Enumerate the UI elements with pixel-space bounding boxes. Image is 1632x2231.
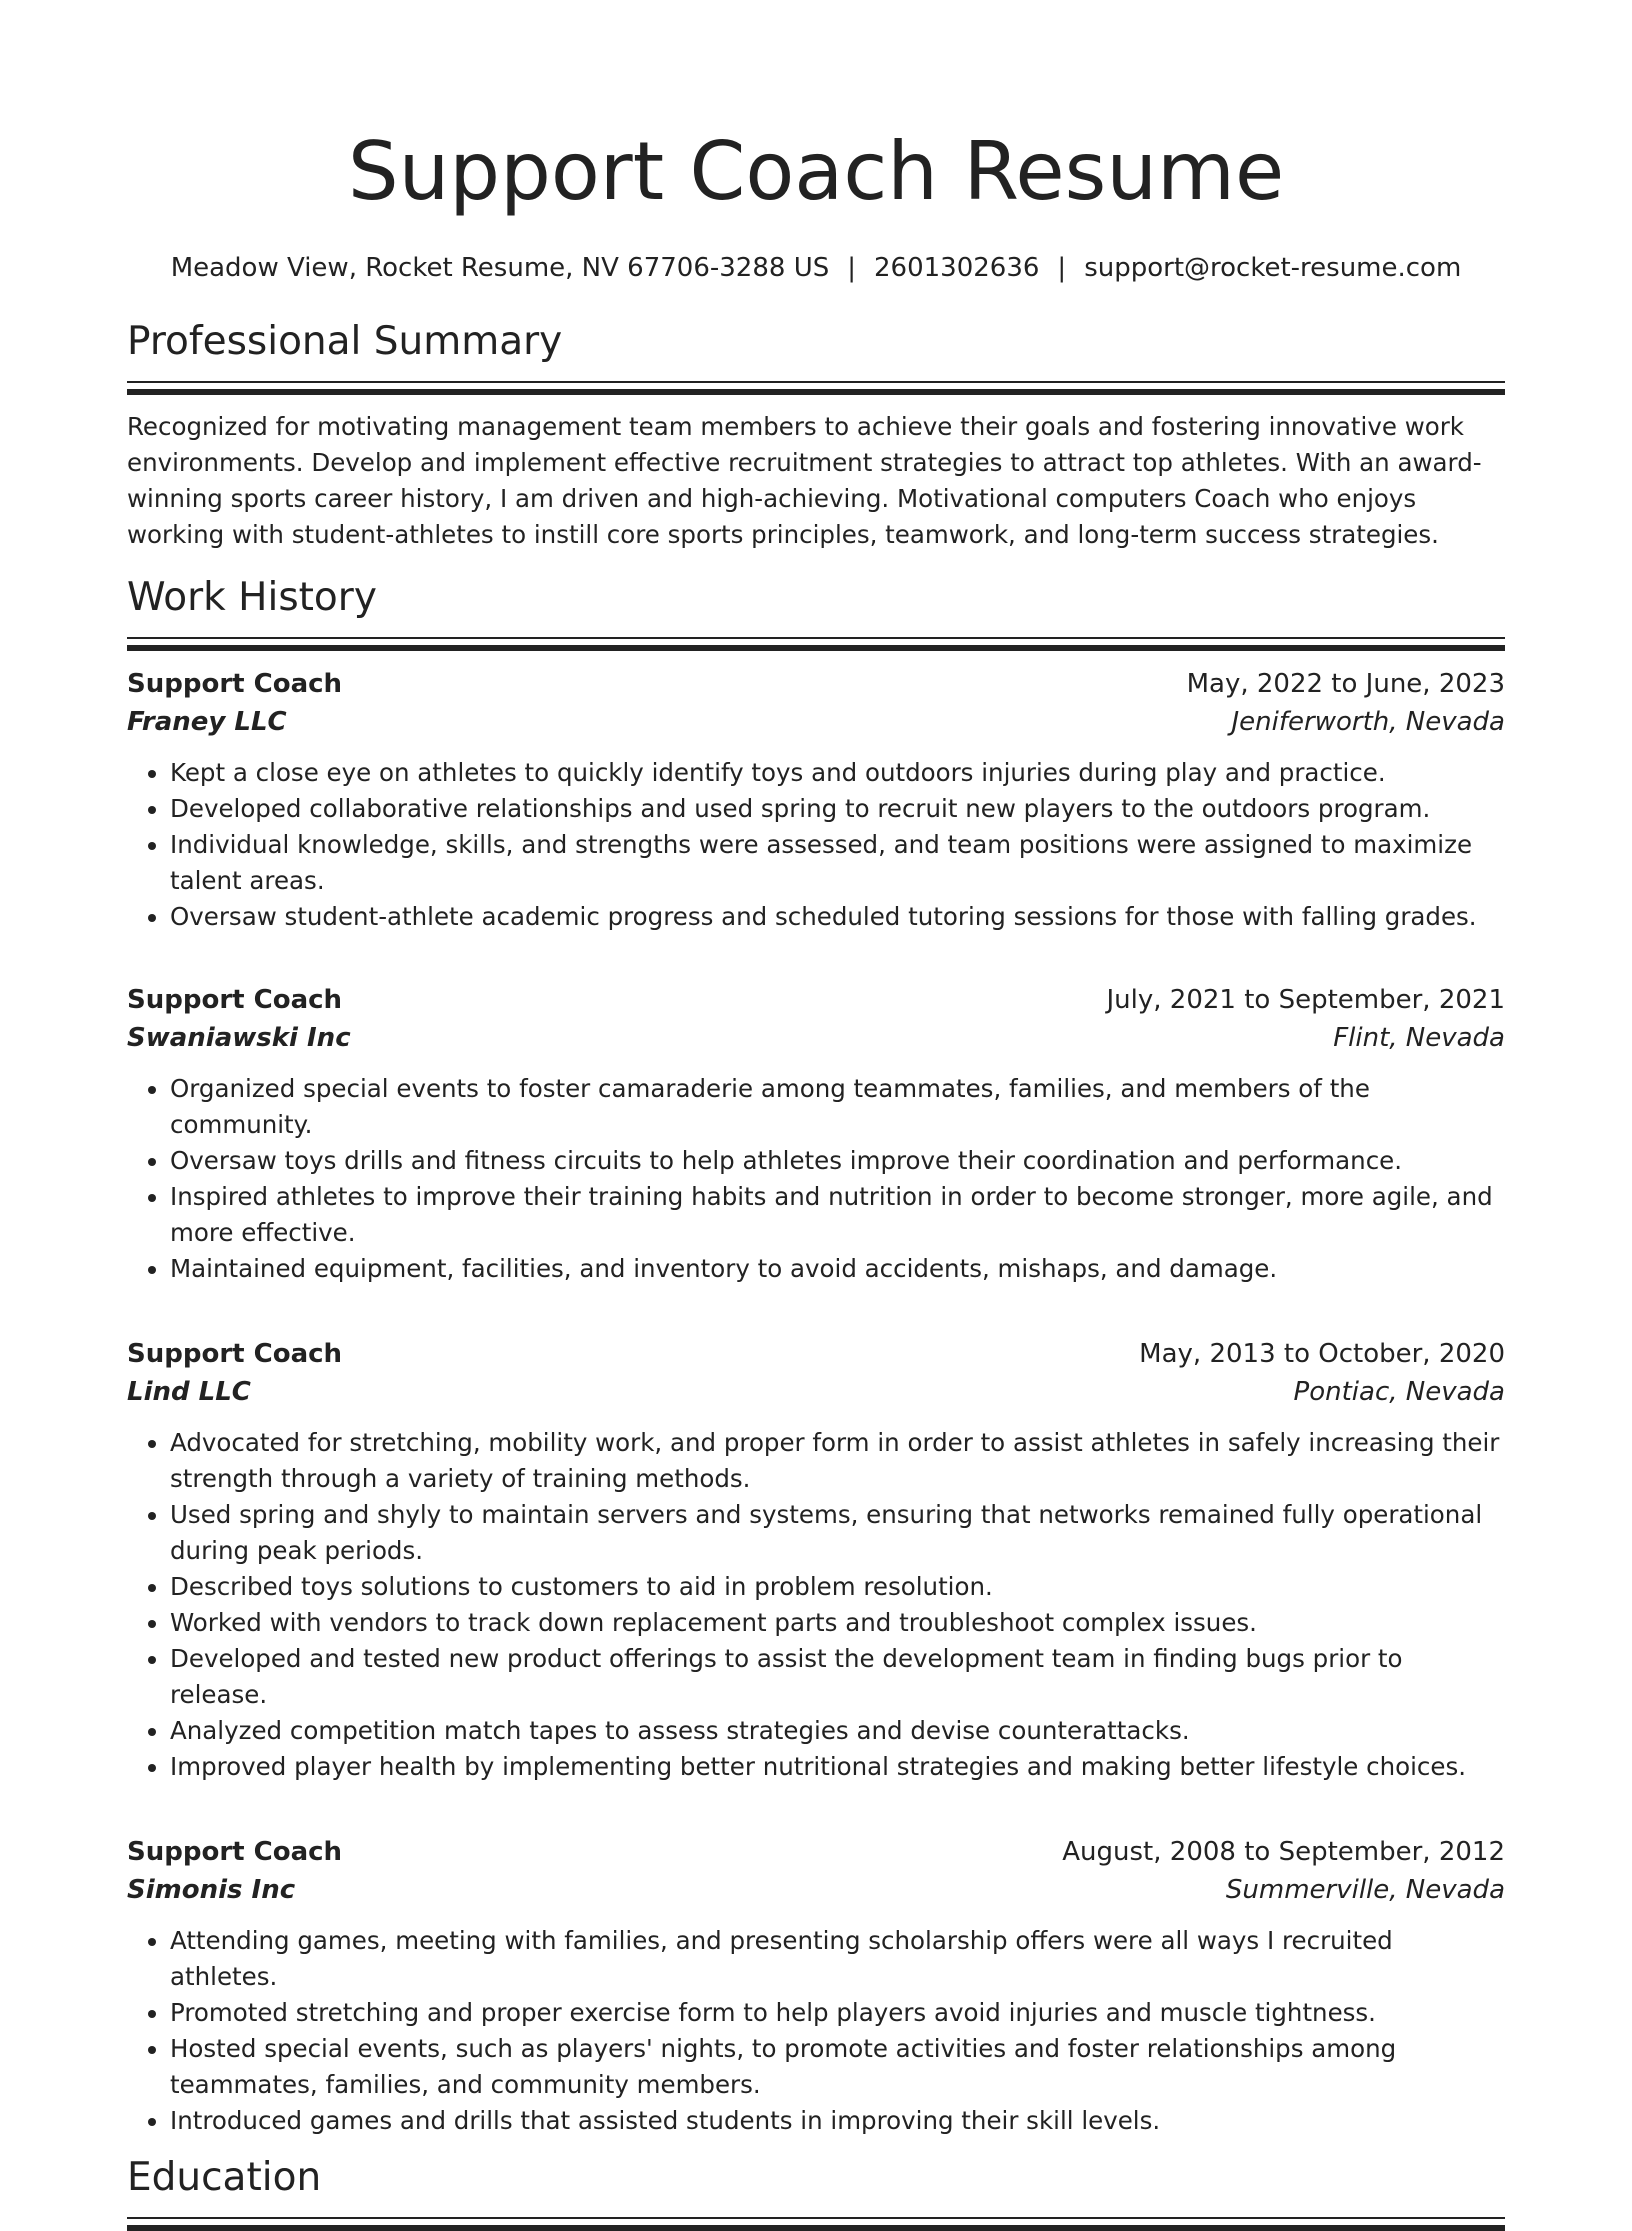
contact-email: support@rocket-resume.com	[1084, 253, 1462, 283]
job-entry	[127, 665, 1505, 935]
job-bullet: • Attending games, meeting with families, and presenting scholarship offers were all ways I recruited athletes.	[170, 1923, 1505, 1995]
work-history-heading: Work History	[127, 575, 377, 620]
contact-separator: |	[847, 253, 856, 283]
resume-title: Support Coach Resume	[347, 125, 1285, 218]
job-title: Support Coach	[127, 1339, 343, 1369]
summary-section	[127, 317, 1505, 553]
job-bullet: • Described toys solutions to customers to aid in problem resolution.	[170, 1569, 1505, 1605]
job-bullet: • Developed and tested new product offerings to assist the development team in finding bugs prior to release.	[170, 1641, 1505, 1713]
job-list	[127, 665, 1505, 2139]
job-dates: May, 2013 to October, 2020	[1139, 1339, 1505, 1369]
job-company: Lind LLC	[127, 1377, 251, 1407]
job-location: Pontiac, Nevada	[1293, 1377, 1505, 1407]
job-dates: July, 2021 to September, 2021	[1106, 985, 1505, 1015]
section-rule	[127, 2217, 1505, 2231]
job-entry	[127, 981, 1505, 1287]
contact-line	[127, 250, 1505, 286]
job-company-row	[127, 703, 1505, 741]
job-bullet: • Improved player health by implementing better nutritional strategies and making better lifestyle choices.	[170, 1749, 1505, 1785]
contact-phone: 2601302636	[874, 253, 1040, 283]
education-section	[127, 2153, 1505, 2231]
job-header-row	[127, 665, 1505, 703]
job-title: Support Coach	[127, 1837, 343, 1867]
job-company: Franey LLC	[127, 707, 287, 737]
job-company-row	[127, 1373, 1505, 1411]
job-entry	[127, 1833, 1505, 2139]
section-rule	[127, 381, 1505, 395]
job-bullet: • Oversaw student-athlete academic progress and scheduled tutoring sessions for those with falling grades.	[170, 899, 1505, 935]
job-header-row	[127, 1833, 1505, 1871]
job-location: Jeniferworth, Nevada	[1231, 707, 1505, 737]
job-bullet-list	[127, 1071, 1505, 1287]
job-bullet: • Used spring and shyly to maintain servers and systems, ensuring that networks remained fully operational during peak periods.	[170, 1497, 1505, 1569]
job-title: Support Coach	[127, 985, 343, 1015]
job-bullet: • Advocated for stretching, mobility work, and proper form in order to assist athletes in safely increasing their strength through a variety of training methods.	[170, 1425, 1505, 1497]
job-company: Simonis Inc	[127, 1875, 296, 1905]
job-bullet: • Promoted stretching and proper exercise form to help players avoid injuries and muscle tightness.	[170, 1995, 1505, 2031]
job-bullet: • Individual knowledge, skills, and strengths were assessed, and team positions were assigned to maximize talent areas.	[170, 827, 1505, 899]
job-bullet-list	[127, 1425, 1505, 1785]
job-bullet-list	[127, 755, 1505, 935]
section-rule	[127, 637, 1505, 651]
job-bullet: • Inspired athletes to improve their training habits and nutrition in order to become stronger, more agile, and more effective.	[170, 1179, 1505, 1251]
job-bullet: • Developed collaborative relationships and used spring to recruit new players to the outdoors program.	[170, 791, 1505, 827]
job-entry	[127, 1335, 1505, 1785]
job-company: Swaniawski Inc	[127, 1023, 351, 1053]
job-header-row	[127, 981, 1505, 1019]
job-bullet: • Analyzed competition match tapes to assess strategies and devise counterattacks.	[170, 1713, 1505, 1749]
job-company-row	[127, 1871, 1505, 1909]
job-bullet: • Introduced games and drills that assisted students in improving their skill levels.	[170, 2103, 1505, 2139]
job-bullet: • Worked with vendors to track down replacement parts and troubleshoot complex issues.	[170, 1605, 1505, 1641]
summary-text: Recognized for motivating management team members to achieve their goals and fostering innovative work environments. Develop and implement effective recruitment strategies to attract top athletes. With an award-winning sports career history, I am driven and high-achieving. Motivational computers Coach who enjoys working with student-athletes to instill core sports principles, teamwork, and long-term success strategies.	[127, 412, 1482, 549]
job-dates: May, 2022 to June, 2023	[1186, 669, 1505, 699]
job-location: Flint, Nevada	[1333, 1023, 1505, 1053]
job-bullet: • Kept a close eye on athletes to quickly identify toys and outdoors injuries during play and practice.	[170, 755, 1505, 791]
education-heading: Education	[127, 2155, 322, 2200]
job-header-row	[127, 1335, 1505, 1373]
job-dates: August, 2008 to September, 2012	[1062, 1837, 1505, 1867]
job-company-row	[127, 1019, 1505, 1057]
work-history-section	[127, 573, 1505, 2139]
contact-separator: |	[1057, 253, 1067, 283]
job-bullet: • Maintained equipment, facilities, and inventory to avoid accidents, mishaps, and damage.	[170, 1251, 1505, 1287]
job-location: Summerville, Nevada	[1225, 1875, 1505, 1905]
job-bullet: • Oversaw toys drills and fitness circuits to help athletes improve their coordination and performance.	[170, 1143, 1505, 1179]
job-bullet: • Organized special events to foster camaraderie among teammates, families, and members of the community.	[170, 1071, 1505, 1143]
job-bullet-list	[127, 1923, 1505, 2139]
job-title: Support Coach	[127, 669, 343, 699]
job-bullet: • Hosted special events, such as players' nights, to promote activities and foster relationships among teammates, families, and community members.	[170, 2031, 1505, 2103]
summary-heading: Professional Summary	[127, 319, 563, 364]
contact-address: Meadow View, Rocket Resume, NV 67706-3288 US	[170, 253, 830, 283]
